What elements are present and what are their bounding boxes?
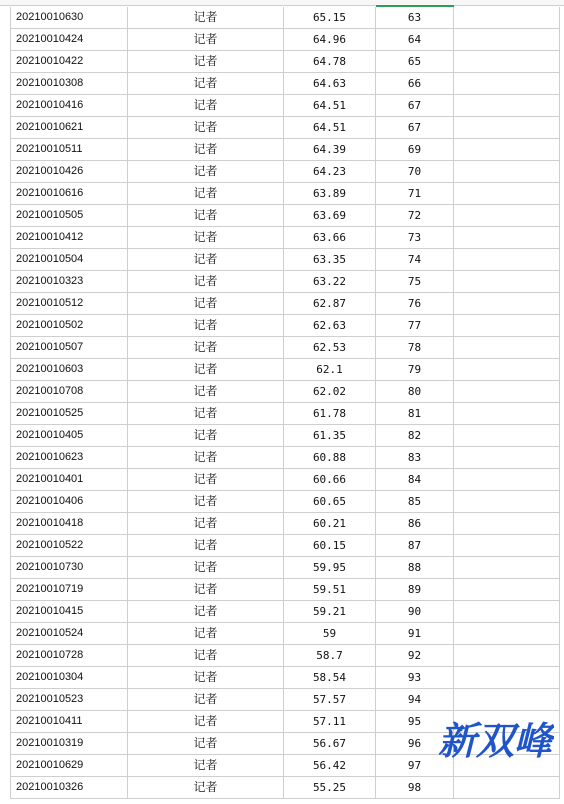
cell-exam-id[interactable]: 20210010708 (10, 381, 128, 403)
cell-score[interactable]: 55.25 (284, 777, 376, 799)
cell-score[interactable]: 61.78 (284, 403, 376, 425)
cell-exam-id[interactable]: 20210010524 (10, 623, 128, 645)
cell-rank[interactable]: 77 (376, 315, 454, 337)
cell-exam-id[interactable]: 20210010523 (10, 689, 128, 711)
cell-score[interactable]: 64.51 (284, 95, 376, 117)
cell-rank[interactable]: 95 (376, 711, 454, 733)
cell-exam-id[interactable]: 20210010405 (10, 425, 128, 447)
cell-rank[interactable]: 83 (376, 447, 454, 469)
cell-empty[interactable] (454, 689, 560, 711)
cell-rank[interactable]: 97 (376, 755, 454, 777)
cell-empty[interactable] (454, 601, 560, 623)
cell-exam-id[interactable]: 20210010415 (10, 601, 128, 623)
cell-rank[interactable]: 69 (376, 139, 454, 161)
cell-exam-id[interactable]: 20210010426 (10, 161, 128, 183)
cell-position[interactable]: 记者 (128, 249, 284, 271)
cell-exam-id[interactable]: 20210010728 (10, 645, 128, 667)
cell-empty[interactable] (454, 447, 560, 469)
cell-score[interactable]: 64.63 (284, 73, 376, 95)
cell-empty[interactable] (454, 777, 560, 799)
cell-rank[interactable]: 87 (376, 535, 454, 557)
cell-rank[interactable]: 82 (376, 425, 454, 447)
cell-empty[interactable] (454, 139, 560, 161)
cell-exam-id[interactable]: 20210010308 (10, 73, 128, 95)
cell-score[interactable]: 60.88 (284, 447, 376, 469)
cell-empty[interactable] (454, 381, 560, 403)
cell-rank[interactable]: 70 (376, 161, 454, 183)
cell-empty[interactable] (454, 161, 560, 183)
cell-rank[interactable]: 63 (376, 7, 454, 29)
cell-empty[interactable] (454, 7, 560, 29)
cell-position[interactable]: 记者 (128, 733, 284, 755)
cell-position[interactable]: 记者 (128, 447, 284, 469)
cell-empty[interactable] (454, 491, 560, 513)
cell-position[interactable]: 记者 (128, 73, 284, 95)
cell-score[interactable]: 62.53 (284, 337, 376, 359)
cell-rank[interactable]: 88 (376, 557, 454, 579)
cell-empty[interactable] (454, 667, 560, 689)
cell-empty[interactable] (454, 29, 560, 51)
cell-score[interactable]: 60.66 (284, 469, 376, 491)
cell-score[interactable]: 56.67 (284, 733, 376, 755)
cell-position[interactable]: 记者 (128, 205, 284, 227)
cell-empty[interactable] (454, 403, 560, 425)
cell-position[interactable]: 记者 (128, 161, 284, 183)
cell-score[interactable]: 62.87 (284, 293, 376, 315)
cell-empty[interactable] (454, 183, 560, 205)
cell-rank[interactable]: 94 (376, 689, 454, 711)
cell-exam-id[interactable]: 20210010422 (10, 51, 128, 73)
cell-position[interactable]: 记者 (128, 139, 284, 161)
cell-rank[interactable]: 73 (376, 227, 454, 249)
cell-exam-id[interactable]: 20210010512 (10, 293, 128, 315)
cell-position[interactable]: 记者 (128, 579, 284, 601)
cell-position[interactable]: 记者 (128, 51, 284, 73)
cell-position[interactable]: 记者 (128, 623, 284, 645)
cell-rank[interactable]: 96 (376, 733, 454, 755)
cell-position[interactable]: 记者 (128, 7, 284, 29)
cell-exam-id[interactable]: 20210010719 (10, 579, 128, 601)
cell-score[interactable]: 59.95 (284, 557, 376, 579)
cell-empty[interactable] (454, 557, 560, 579)
cell-rank[interactable]: 98 (376, 777, 454, 799)
cell-empty[interactable] (454, 51, 560, 73)
cell-score[interactable]: 58.54 (284, 667, 376, 689)
cell-position[interactable]: 记者 (128, 711, 284, 733)
cell-exam-id[interactable]: 20210010511 (10, 139, 128, 161)
cell-exam-id[interactable]: 20210010412 (10, 227, 128, 249)
cell-rank[interactable]: 76 (376, 293, 454, 315)
cell-position[interactable]: 记者 (128, 425, 284, 447)
cell-exam-id[interactable]: 20210010505 (10, 205, 128, 227)
cell-position[interactable]: 记者 (128, 359, 284, 381)
cell-exam-id[interactable]: 20210010319 (10, 733, 128, 755)
cell-score[interactable]: 59.21 (284, 601, 376, 623)
cell-position[interactable]: 记者 (128, 381, 284, 403)
cell-position[interactable]: 记者 (128, 29, 284, 51)
cell-rank[interactable]: 92 (376, 645, 454, 667)
cell-exam-id[interactable]: 20210010525 (10, 403, 128, 425)
cell-position[interactable]: 记者 (128, 491, 284, 513)
cell-rank[interactable]: 89 (376, 579, 454, 601)
cell-position[interactable]: 记者 (128, 271, 284, 293)
cell-empty[interactable] (454, 95, 560, 117)
cell-position[interactable]: 记者 (128, 315, 284, 337)
cell-exam-id[interactable]: 20210010623 (10, 447, 128, 469)
cell-empty[interactable] (454, 271, 560, 293)
cell-rank[interactable]: 81 (376, 403, 454, 425)
cell-exam-id[interactable]: 20210010616 (10, 183, 128, 205)
cell-empty[interactable] (454, 315, 560, 337)
cell-rank[interactable]: 66 (376, 73, 454, 95)
cell-exam-id[interactable]: 20210010304 (10, 667, 128, 689)
cell-score[interactable]: 64.23 (284, 161, 376, 183)
cell-score[interactable]: 57.11 (284, 711, 376, 733)
cell-rank[interactable]: 80 (376, 381, 454, 403)
cell-empty[interactable] (454, 227, 560, 249)
cell-exam-id[interactable]: 20210010401 (10, 469, 128, 491)
cell-position[interactable]: 记者 (128, 117, 284, 139)
cell-empty[interactable] (454, 623, 560, 645)
cell-exam-id[interactable]: 20210010730 (10, 557, 128, 579)
cell-exam-id[interactable]: 20210010504 (10, 249, 128, 271)
cell-position[interactable]: 记者 (128, 95, 284, 117)
cell-rank[interactable]: 85 (376, 491, 454, 513)
cell-empty[interactable] (454, 293, 560, 315)
cell-exam-id[interactable]: 20210010418 (10, 513, 128, 535)
cell-position[interactable]: 记者 (128, 689, 284, 711)
cell-position[interactable]: 记者 (128, 183, 284, 205)
cell-rank[interactable]: 65 (376, 51, 454, 73)
cell-empty[interactable] (454, 579, 560, 601)
cell-score[interactable]: 64.78 (284, 51, 376, 73)
cell-score[interactable]: 60.15 (284, 535, 376, 557)
cell-score[interactable]: 64.39 (284, 139, 376, 161)
cell-score[interactable]: 63.66 (284, 227, 376, 249)
cell-position[interactable]: 记者 (128, 513, 284, 535)
cell-exam-id[interactable]: 20210010507 (10, 337, 128, 359)
cell-empty[interactable] (454, 469, 560, 491)
cell-rank[interactable]: 91 (376, 623, 454, 645)
cell-empty[interactable] (454, 645, 560, 667)
cell-position[interactable]: 记者 (128, 601, 284, 623)
watermark-text: 新双峰 (438, 718, 553, 763)
cell-empty[interactable] (454, 249, 560, 271)
cell-rank[interactable]: 79 (376, 359, 454, 381)
cell-empty[interactable] (454, 337, 560, 359)
cell-rank[interactable]: 75 (376, 271, 454, 293)
cell-rank[interactable]: 67 (376, 95, 454, 117)
cell-position[interactable]: 记者 (128, 469, 284, 491)
cell-position[interactable]: 记者 (128, 645, 284, 667)
cell-rank[interactable]: 64 (376, 29, 454, 51)
cell-exam-id[interactable]: 20210010326 (10, 777, 128, 799)
cell-empty[interactable] (454, 359, 560, 381)
cell-exam-id[interactable]: 20210010323 (10, 271, 128, 293)
cell-rank[interactable]: 90 (376, 601, 454, 623)
cell-exam-id[interactable]: 20210010629 (10, 755, 128, 777)
cell-rank[interactable]: 84 (376, 469, 454, 491)
cell-position[interactable]: 记者 (128, 227, 284, 249)
cell-position[interactable]: 记者 (128, 777, 284, 799)
cell-score[interactable]: 62.63 (284, 315, 376, 337)
cell-exam-id[interactable]: 20210010416 (10, 95, 128, 117)
cell-score[interactable]: 62.1 (284, 359, 376, 381)
cell-position[interactable]: 记者 (128, 667, 284, 689)
cell-position[interactable]: 记者 (128, 403, 284, 425)
cell-score[interactable]: 64.96 (284, 29, 376, 51)
cell-position[interactable]: 记者 (128, 293, 284, 315)
cell-rank[interactable]: 74 (376, 249, 454, 271)
cell-empty[interactable] (454, 73, 560, 95)
cell-rank[interactable]: 72 (376, 205, 454, 227)
cell-exam-id[interactable]: 20210010621 (10, 117, 128, 139)
cell-position[interactable]: 记者 (128, 535, 284, 557)
cell-score[interactable]: 63.35 (284, 249, 376, 271)
cell-score[interactable]: 63.69 (284, 205, 376, 227)
cell-score[interactable]: 58.7 (284, 645, 376, 667)
cell-rank[interactable]: 71 (376, 183, 454, 205)
cell-rank[interactable]: 67 (376, 117, 454, 139)
cell-exam-id[interactable]: 20210010406 (10, 491, 128, 513)
cell-exam-id[interactable]: 20210010502 (10, 315, 128, 337)
cell-score[interactable]: 59 (284, 623, 376, 645)
cell-empty[interactable] (454, 535, 560, 557)
cell-rank[interactable]: 93 (376, 667, 454, 689)
cell-exam-id[interactable]: 20210010522 (10, 535, 128, 557)
cell-empty[interactable] (454, 205, 560, 227)
header-strip (0, 0, 564, 6)
cell-score[interactable]: 56.42 (284, 755, 376, 777)
cell-score[interactable]: 59.51 (284, 579, 376, 601)
cell-empty[interactable] (454, 425, 560, 447)
cell-score[interactable]: 62.02 (284, 381, 376, 403)
cell-position[interactable]: 记者 (128, 755, 284, 777)
cell-position[interactable]: 记者 (128, 337, 284, 359)
cell-rank[interactable]: 86 (376, 513, 454, 535)
cell-score[interactable]: 60.65 (284, 491, 376, 513)
cell-exam-id[interactable]: 20210010630 (10, 7, 128, 29)
cell-score[interactable]: 65.15 (284, 7, 376, 29)
cell-score[interactable]: 63.89 (284, 183, 376, 205)
cell-score[interactable]: 60.21 (284, 513, 376, 535)
cell-empty[interactable] (454, 117, 560, 139)
cell-position[interactable]: 记者 (128, 557, 284, 579)
watermark-logo (436, 712, 554, 764)
cell-exam-id[interactable]: 20210010603 (10, 359, 128, 381)
cell-score[interactable]: 61.35 (284, 425, 376, 447)
cell-score[interactable]: 57.57 (284, 689, 376, 711)
cell-exam-id[interactable]: 20210010424 (10, 29, 128, 51)
cell-empty[interactable] (454, 513, 560, 535)
cell-score[interactable]: 64.51 (284, 117, 376, 139)
cell-exam-id[interactable]: 20210010411 (10, 711, 128, 733)
cell-score[interactable]: 63.22 (284, 271, 376, 293)
cell-rank[interactable]: 78 (376, 337, 454, 359)
